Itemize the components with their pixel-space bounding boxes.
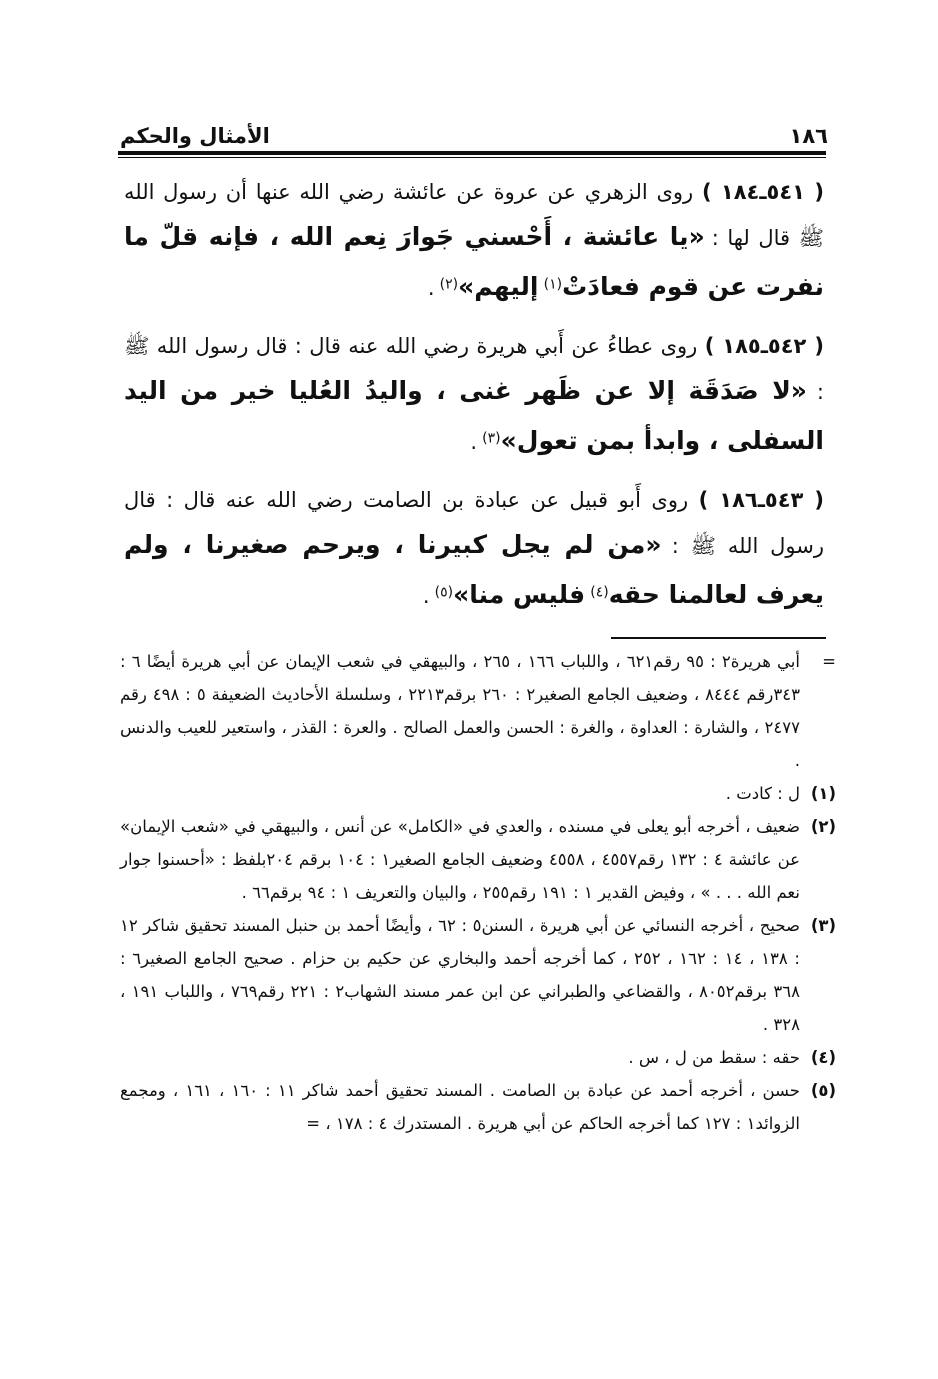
entry-intro: روى الزهري عن عروة عن عائشة رضي الله عنها أن رسول الله ﷺ قال لها : <box>124 180 824 250</box>
footnotes <box>120 645 836 1140</box>
entry-end: . <box>422 584 430 608</box>
running-title: الأمثال والحكم <box>120 124 270 148</box>
entry-543 <box>124 480 824 620</box>
footnote-ref: (٢) <box>439 276 459 293</box>
page-header <box>120 108 828 148</box>
hadith-text: «من لم يجل كبيرنا ، ويرحم صغيرنا ، ولم يعرف لعالمنا حقه <box>124 530 824 609</box>
hadith-text: «يا عائشة ، أَحْسني جَوارَ نِعم الله ، فإنه قلّ ما نفرت عن قوم فعادَتْ <box>124 222 824 301</box>
entry-542 <box>124 326 824 466</box>
footnote-text: أبي هريرة٢ : ٩٥ رقم٦٢١ ، واللباب ١٦٦ ، ٢٦٥ ، والبيهقي في شعب الإيمان عن أبي هريرة أيضًا ٦ : ٣٤٣رقم ٨٤٤٤ ، وضعيف الجامع الصغير٢ : ٢٦٠ برقم٢٢١٣ ، وسلسلة الأحاديث الضعيفة ٥ : ٤٩٨ رقم ٢٤٧٧ ، والشارة : العداوة ، والغرة : الحسن والعمل الصالح . والعرة : القذر ، واستعير للعيب والدنس . <box>120 652 800 770</box>
continuation-mark: = <box>822 652 836 671</box>
footnote-text: صحيح ، أخرجه النسائي عن أبي هريرة ، السنن٥ : ٦٢ ، وأيضًا أحمد بن حنبل المسند تحقيق شاكر ١٢ : ١٣٨ ، ١٤ : ١٦٢ ، ٢٥٢ ، كما أخرجه أحمد والبخاري عن حكيم بن حزام . صحيح الجامع الصغير٦ : ٣٦٨ برقم٨٠٥٢ ، والقضاعي والطبراني عن ابن عمر مسند الشهاب٢ : ٢٢١ رقم٧٦٩ ، واللباب ١٩١ ، ٣٢٨ . <box>120 916 800 1034</box>
footnote-ref: (١) <box>543 276 563 293</box>
page-number: ١٨٦ <box>789 124 828 148</box>
footnote-mark: (٢) <box>810 817 836 836</box>
footnote-text: حقه : سقط من ل ، س . <box>628 1048 800 1067</box>
footnote-4 <box>120 1041 836 1074</box>
footnote-mark: (١) <box>810 784 836 803</box>
footnote-ref: (٤) <box>590 584 609 601</box>
entry-end: . <box>470 430 478 454</box>
entry-intro: روى عطاءُ عن أَبي هريرة رضي الله عنه قال : قال رسول الله ﷺ : <box>124 334 824 404</box>
footnote-mark: (٤) <box>810 1048 836 1067</box>
footnote-5 <box>120 1074 836 1140</box>
entry-number: ( ٥٤٢ـ١٨٥ ) <box>704 334 824 358</box>
footnote-1 <box>120 777 836 810</box>
main-text <box>124 172 824 634</box>
entry-intro: روى أَبو قبيل عن عبادة بن الصامت رضي الله عنه قال : قال رسول الله ﷺ : <box>124 488 824 558</box>
entry-number: ( ٥٤١ـ١٨٤ ) <box>701 180 824 204</box>
footnote-3 <box>120 909 836 1041</box>
entry-end: . <box>427 276 435 300</box>
hadith-text: «لا صَدَقَة إلا عن ظَهر غنى ، واليدُ العُليا خير من اليد السفلى ، وابدأ بمن تعول» <box>124 376 824 455</box>
header-rule <box>118 151 826 155</box>
footnote-ref: (٥) <box>434 584 454 601</box>
footnote-mark: (٣) <box>810 916 836 935</box>
footnote-2 <box>120 810 836 909</box>
footnote-separator <box>611 637 826 639</box>
footnote-text: ل : كادت . <box>725 784 800 803</box>
entry-number: ( ٥٤٣ـ١٨٦ ) <box>698 488 825 512</box>
header-rule-thin <box>118 157 826 158</box>
hadith-text: إليهم» <box>458 272 539 301</box>
footnote-ref: (٣) <box>482 430 501 447</box>
hadith-text: فليس منا» <box>453 580 586 609</box>
footnote-text: ضعيف ، أخرجه أبو يعلى في مسنده ، والعدي في «الكامل» عن أنس ، والبيهقي في «شعب الإيمان» عن عائشة ٤ : ١٣٢ رقم٤٥٥٧ ، ٤٥٥٨ وضعيف الجامع الصغير١ : ١٠٤ برقم ٢٠٤بلفظ : «أحسنوا جوار نعم الله . . . » ، وفيض القدير ١ : ١٩١ رقم٢٥٥ ، والبيان والتعريف ١ : ٩٤ برقم٦٦ . <box>120 817 800 902</box>
entry-541 <box>124 172 824 312</box>
footnote-continuation <box>120 645 836 777</box>
footnote-text: حسن ، أخرجه أحمد عن عبادة بن الصامت . المسند تحقيق أحمد شاكر ١١ : ١٦٠ ، ١٦١ ، ومجمع الزوائد١ : ١٢٧ كما أخرجه الحاكم عن أبي هريرة . المستدرك ٤ : ١٧٨ ، = <box>120 1081 800 1133</box>
footnote-mark: (٥) <box>810 1081 836 1100</box>
